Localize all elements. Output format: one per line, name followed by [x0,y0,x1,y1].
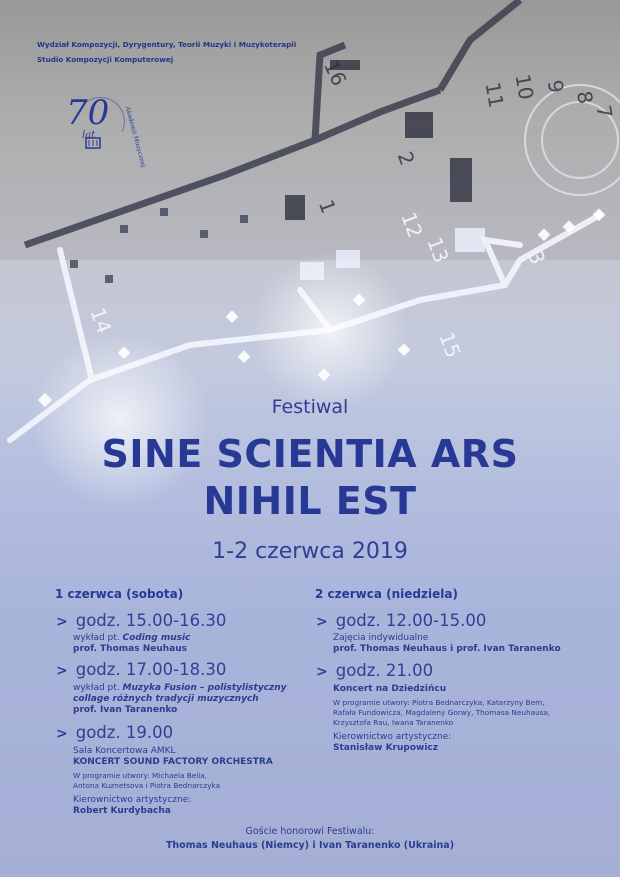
plan-number: 11 [480,80,509,110]
concert-name: Koncert na Dziedzińcu [333,684,447,694]
studio-name: Studio Kompozycji Komputerowej [37,55,174,64]
day1-event1-time [56,611,226,630]
festival-title-line1: SINE SCIENTIA ARS [101,432,519,476]
day2-event1-details [333,633,561,655]
festival-date: 1-2 czerwca 2019 [212,539,408,564]
venue: Sala Koncertowa AMKL [73,746,176,756]
program-line2: Rafała Fundowicza, Magdaleny Gorwy, Thomasa Neuhausa, [333,708,551,717]
program-line1: W programie utwory: Piotra Bednarczyka, Katarzyny Bem, [333,698,545,707]
director-name: Robert Kurdybacha [73,806,171,816]
festival-title-line2: NIHIL EST [203,479,417,523]
event-time: godz. 19.00 [75,723,174,742]
lecture-prefix: wykład pt. [73,633,123,643]
lecture-title-line [73,683,287,694]
lecture-prefix: wykład pt. [73,683,123,693]
faculty-name: Wydział Kompozycji, Dyrygentury, Teorii Muzyki i Muzykoterapii [37,40,297,49]
plan-number: 2 [392,148,420,169]
logo-number: 70 [66,93,110,133]
session-description: Zajęcia indywidualne [333,633,429,643]
plan-number: 1 [313,196,341,217]
lecture-title-cont: collage różnych tradycji muzycznych [73,694,259,704]
arrow-icon: > [56,726,68,742]
plan-number: 10 [510,72,539,102]
day2-heading: 2 czerwca (niedziela) [315,587,458,601]
plan-number: 13 [422,233,454,266]
plan-number: 15 [434,328,466,361]
event-time: godz. 15.00-16.30 [75,611,227,630]
program-line1: W programie utwory: Michaela Belia, [73,771,208,780]
lecturer-name: prof. Thomas Neuhaus [73,644,187,654]
plan-number: 7 [591,103,618,120]
day1-event3-time [56,723,173,742]
guests-names: Thomas Neuhaus (Niemcy) i Ivan Taranenko (Ukraina) [165,840,455,851]
plan-number: 9 [542,78,569,95]
day2-event1-time [316,611,486,630]
day1-event1-details [73,633,190,655]
day2-event2-time [316,661,433,680]
lecture-title: Muzyka Fusion – polistylistyczny [122,683,287,693]
day1-event2-time [56,660,226,679]
academy-70-logo [64,88,147,169]
program-line2: Antona Kuznetsova i Piotra Bednarczyka [73,781,221,790]
day2-event2-details [333,684,550,754]
lecture-title-line [73,633,190,644]
day1-event3-details [73,746,273,817]
arrow-icon: > [56,614,68,630]
teachers-names: prof. Thomas Neuhaus i prof. Ivan Taranenko [333,644,561,654]
director-name: Stanisław Krupowicz [333,743,438,753]
arrow-icon: > [316,614,328,630]
lecturer-name: prof. Ivan Taranenko [73,705,178,715]
logo-word: lat [82,130,96,141]
day1-heading: 1 czerwca (sobota) [55,587,184,601]
plan-number: 16 [318,56,352,90]
plan-number: 12 [396,208,428,241]
plan-number: 3 [523,247,551,268]
day1-event2-details [73,683,287,716]
director-label: Kierownictwo artystyczne: [73,795,192,805]
lecture-title: Coding music [122,633,191,643]
event-time: godz. 12.00-15.00 [335,611,487,630]
arrow-icon: > [56,663,68,679]
festival-label: Festiwal [271,396,349,418]
director-label: Kierownictwo artystyczne: [333,732,452,742]
plan-number: 14 [85,304,117,337]
guests-label: Goście honorowi Festiwalu: [245,826,375,837]
concert-name: KONCERT SOUND FACTORY ORCHESTRA [73,757,273,767]
program-line3: Krzysztofa Rau, Iwana Taranenko [333,718,454,727]
plan-number: 8 [571,89,598,106]
event-time: godz. 21.00 [335,661,434,680]
event-time: godz. 17.00-18.30 [75,660,227,679]
arrow-icon: > [316,664,328,680]
logo-arc-text: Akademii Muzycznej [123,105,147,169]
